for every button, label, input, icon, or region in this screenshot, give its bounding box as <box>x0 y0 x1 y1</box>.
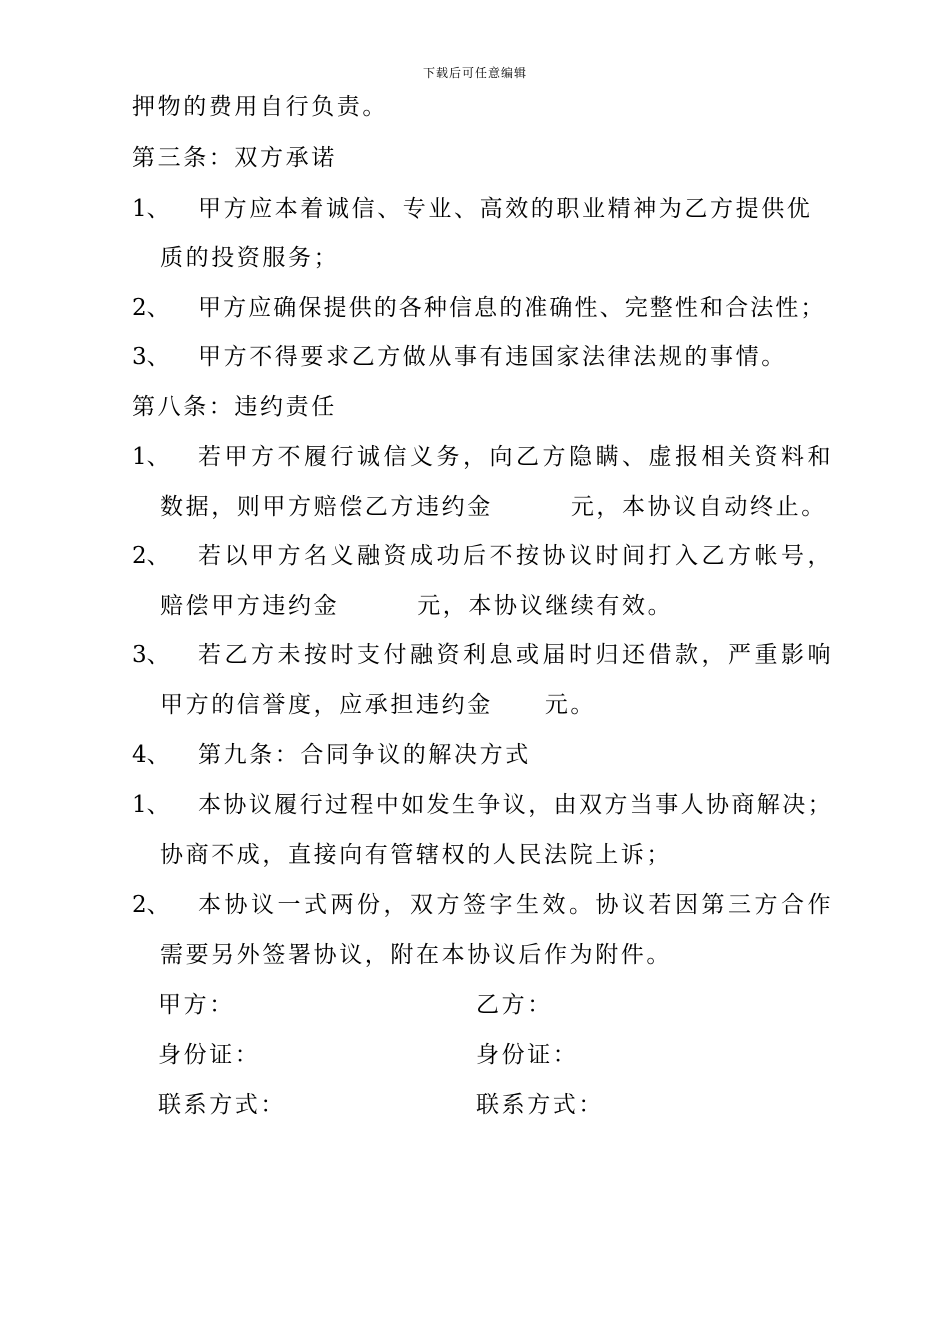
party-a-contact-label: 联系方式： <box>158 1092 286 1118</box>
list-item-text: 甲方不得要求乙方做从事有违国家法律法规的事情。 <box>198 344 787 370</box>
list-number: 3、 <box>132 642 170 668</box>
list-number: 4、 <box>132 742 170 768</box>
list-item-text: 若以甲方名义融资成功后不按协议时间打入乙方帐号， <box>198 543 834 569</box>
paragraph-continuation: 押物的费用自行负责。 <box>132 94 388 120</box>
list-item-text: 需要另外签署协议，附在本协议后作为附件。 <box>160 942 672 968</box>
list-number: 2、 <box>132 892 170 918</box>
text-segment: 甲方的信誉度，应承担违约金 <box>160 692 493 718</box>
list-item-text: 甲方应本着诚信、专业、高效的职业精神为乙方提供优 <box>198 196 813 222</box>
party-b-label: 乙方： <box>476 992 553 1018</box>
text-segment: 赔偿甲方违约金 <box>160 593 340 619</box>
party-b-contact-label: 联系方式： <box>476 1092 604 1118</box>
list-item-text <box>160 492 827 522</box>
list-item-text: 协商不成，直接向有管辖权的人民法院上诉； <box>160 842 672 868</box>
list-item-text: 若乙方未按时支付融资利息或届时归还借款，严重影响 <box>198 642 834 668</box>
list-number: 2、 <box>132 295 170 321</box>
text-segment: 元，本协议继续有效。 <box>417 593 674 619</box>
text-segment: 数据，则甲方赔偿乙方违约金 <box>160 494 493 520</box>
party-a-label: 甲方： <box>158 992 235 1018</box>
list-item-text: 质的投资服务； <box>160 245 340 271</box>
article-9-title: 第九条：合同争议的解决方式 <box>198 742 531 768</box>
page-header: 下载后可任意编辑 <box>422 66 527 80</box>
list-item-text <box>160 591 673 621</box>
article-8-title: 第八条：违约责任 <box>132 394 337 420</box>
list-number: 1、 <box>132 196 170 222</box>
list-number: 1、 <box>132 792 170 818</box>
list-item-text: 本协议履行过程中如发生争议，由双方当事人协商解决； <box>198 792 833 818</box>
list-item-text: 本协议一式两份，双方签字生效。协议若因第三方合作 <box>198 892 834 918</box>
article-3-title: 第三条：双方承诺 <box>132 145 337 171</box>
list-item-text: 甲方应确保提供的各种信息的准确性、完整性和合法性； <box>198 295 826 321</box>
text-segment: 元，本协议自动终止。 <box>570 494 827 520</box>
list-number: 2、 <box>132 543 170 569</box>
list-item-text <box>160 690 596 720</box>
party-b-id-label: 身份证： <box>476 1042 579 1068</box>
list-item-text: 若甲方不履行诚信义务，向乙方隐瞒、虚报相关资料和 <box>198 444 834 470</box>
list-number: 1、 <box>132 444 170 470</box>
text-segment: 元。 <box>544 692 597 718</box>
list-number: 3、 <box>132 344 170 370</box>
party-a-id-label: 身份证： <box>158 1042 261 1068</box>
